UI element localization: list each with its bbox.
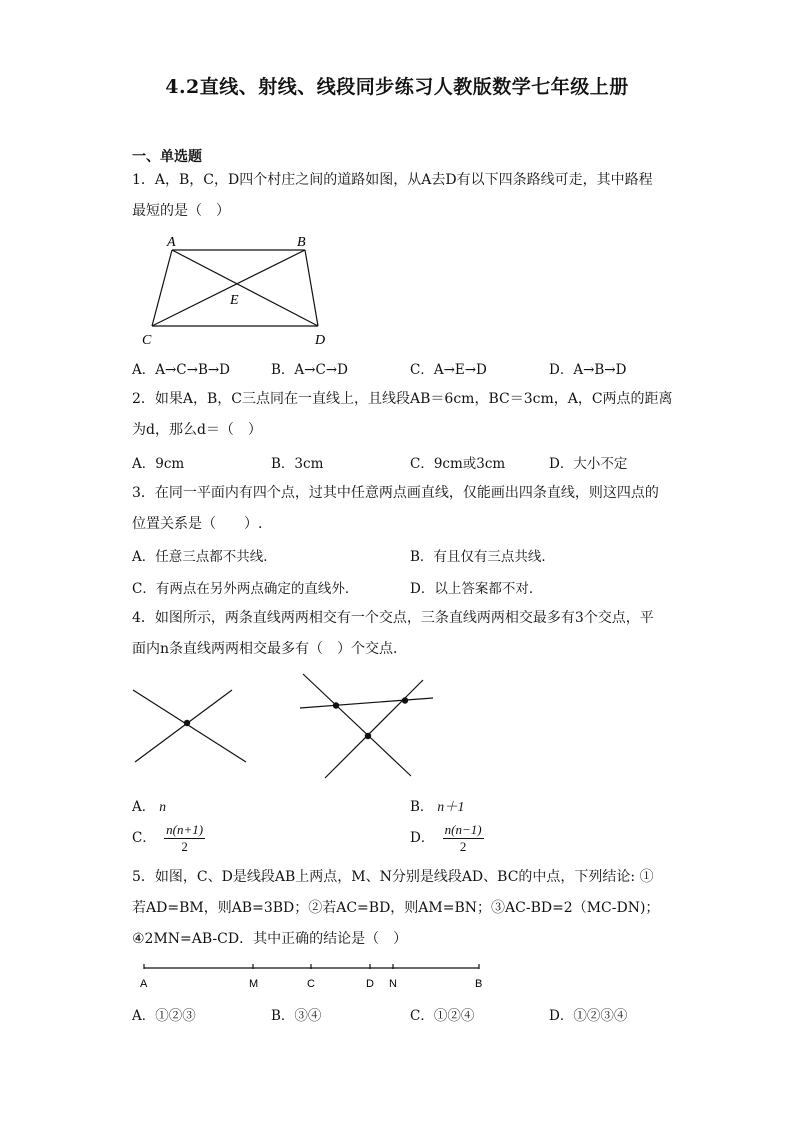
point-c-label: C bbox=[307, 978, 315, 990]
point-b-label: B bbox=[475, 978, 483, 990]
q4-option-d-fraction bbox=[443, 822, 484, 855]
q4-option-d-denominator: 2 bbox=[459, 839, 467, 854]
q4-option-b[interactable] bbox=[410, 795, 464, 815]
q4-option-c-denominator: 2 bbox=[181, 839, 188, 854]
q4-text-line2: 面内n条直线两两相交最多有（ ）个交点． bbox=[132, 641, 408, 657]
segment-ad bbox=[172, 250, 318, 326]
q5-text-line1: 5．如图，C、D是线段AB上两点，M、N分别是线段AD、BC的中点，下列结论: ① bbox=[132, 869, 654, 885]
q3-option-b[interactable]: B．有且仅有三点共线． bbox=[410, 549, 555, 565]
q4-text-line1: 4．如图所示，两条直线两两相交有一个交点，三条直线两两相交最多有3个交点，平 bbox=[132, 610, 654, 626]
segment-bc bbox=[152, 250, 305, 326]
q4-option-c-fraction bbox=[164, 822, 205, 855]
point-c-label: C bbox=[142, 333, 152, 348]
q2-option-c[interactable]: C．9cm或3cm bbox=[410, 456, 506, 472]
q4-option-c-numerator: n(n+1) bbox=[166, 822, 204, 837]
section-heading: 一、单选题 bbox=[132, 149, 202, 165]
q1-trapezoid-figure bbox=[135, 228, 335, 350]
point-b-label: B bbox=[297, 235, 306, 250]
q3-option-a[interactable]: A．任意三点都不共线． bbox=[132, 549, 277, 565]
point-n-label: N bbox=[389, 978, 397, 990]
intersection-point bbox=[184, 720, 190, 726]
q4-option-c-prefix: C． bbox=[132, 830, 156, 846]
q1-option-c[interactable]: C．A→E→D bbox=[410, 362, 487, 378]
q4-option-d-prefix: D． bbox=[410, 830, 435, 846]
q2-option-b[interactable]: B．3cm bbox=[271, 456, 324, 472]
q4-option-b-expr: n＋1 bbox=[437, 799, 465, 814]
point-a-label: A bbox=[140, 978, 148, 990]
point-d-label: D bbox=[315, 333, 326, 348]
q2-text-line2: 为d，那么d＝（ ） bbox=[132, 422, 262, 438]
q2-option-d[interactable]: D．大小不定 bbox=[549, 456, 628, 472]
q3-text-line1: 3．在同一平面内有四个点，过其中任意两点画直线，仅能画出四条直线，则这四点的 bbox=[132, 485, 659, 501]
q3-text-line2: 位置关系是（ ）. bbox=[132, 516, 263, 532]
q5-option-d[interactable]: D．①②③④ bbox=[549, 1008, 628, 1024]
q1-option-b[interactable]: B．A→C→D bbox=[271, 362, 348, 378]
q1-text-line2: 最短的是（ ） bbox=[132, 203, 230, 219]
q1-option-d[interactable]: D．A→B→D bbox=[549, 362, 627, 378]
q3-option-d[interactable]: D．以上答案都不对． bbox=[410, 581, 543, 597]
point-e-label: E bbox=[230, 293, 239, 308]
q4-option-a[interactable] bbox=[132, 795, 166, 815]
q3-option-c[interactable]: C．有两点在另外两点确定的直线外． bbox=[132, 581, 359, 597]
q4-option-d-numerator: n(n−1) bbox=[444, 822, 482, 837]
q5-option-a[interactable]: A．①②③ bbox=[132, 1008, 196, 1024]
q5-option-c[interactable]: C．①②④ bbox=[410, 1008, 475, 1024]
q5-text-line2: 若AD=BM，则AB=3BD；②若AC=BD，则AM=BN；③AC-BD=2（MC-DN)； bbox=[132, 900, 660, 916]
page-title: 4.2直线、射线、线段同步练习人教版数学七年级上册 bbox=[165, 76, 629, 98]
line-horizontal bbox=[300, 698, 433, 708]
point-d-label: D bbox=[366, 978, 374, 990]
q4-two-lines-figure bbox=[130, 686, 250, 766]
q4-three-lines-figure bbox=[297, 670, 437, 780]
q5-text-line3: ④2MN=AB-CD．其中正确的结论是（ ） bbox=[132, 931, 408, 947]
q2-text-line1: 2．如果A，B，C三点同在一直线上，且线段AB＝6cm，BC＝3cm，A，C两点的距离 bbox=[132, 391, 673, 407]
q4-option-a-prefix: A． bbox=[132, 799, 156, 815]
q5-option-b[interactable]: B．③④ bbox=[271, 1008, 322, 1024]
segment-ac bbox=[152, 250, 172, 326]
q4-option-c[interactable] bbox=[132, 822, 205, 855]
q4-option-b-prefix: B． bbox=[410, 799, 434, 815]
q4-option-d[interactable] bbox=[410, 822, 484, 855]
q4-option-a-expr: n bbox=[159, 799, 166, 814]
point-m-label: M bbox=[249, 978, 259, 990]
q1-option-a[interactable]: A．A→C→B→D bbox=[132, 362, 231, 378]
point-a-label: A bbox=[167, 235, 176, 250]
line-descending bbox=[303, 674, 411, 776]
q5-segment-figure bbox=[135, 960, 495, 992]
line-ascending bbox=[325, 680, 423, 778]
segment-bd bbox=[305, 250, 318, 326]
q2-option-a[interactable]: A．9cm bbox=[132, 456, 185, 472]
intersection-point-1 bbox=[333, 702, 339, 708]
q1-text-line1: 1．A，B，C，D四个村庄之间的道路如图，从A去D有以下四条路线可走，其中路程 bbox=[132, 172, 653, 188]
intersection-point-3 bbox=[365, 733, 371, 739]
intersection-point-2 bbox=[402, 697, 408, 703]
